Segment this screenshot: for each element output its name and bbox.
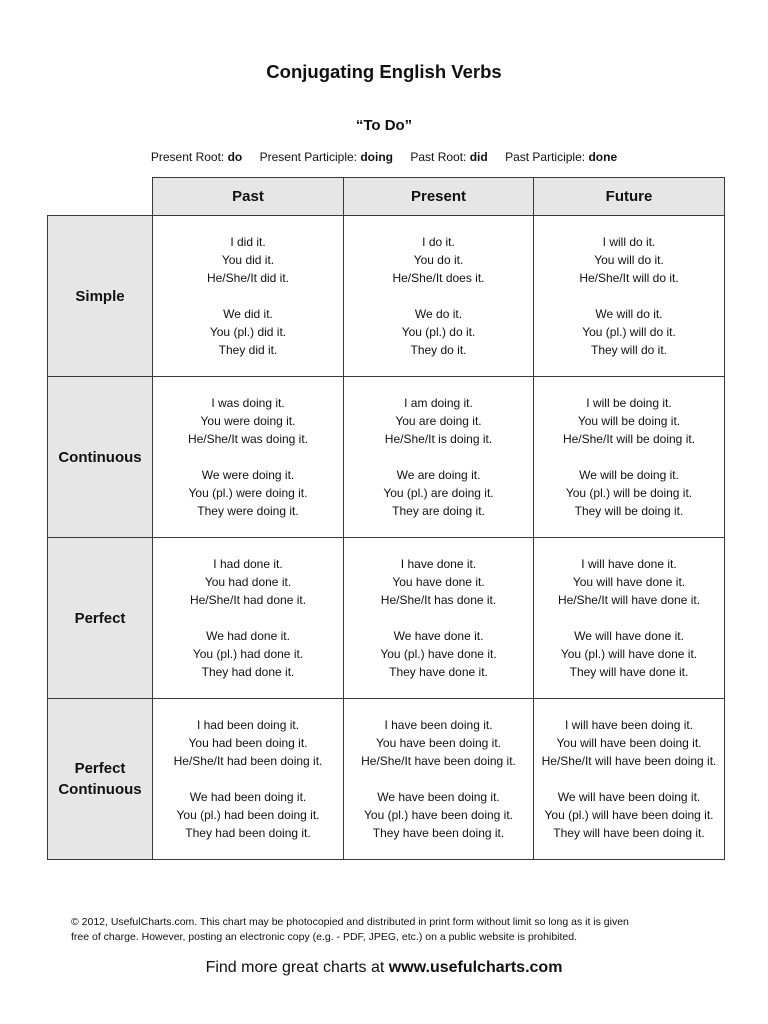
conjugation-line: I am doing it. xyxy=(404,396,473,410)
cta-text: Find more great charts at xyxy=(205,959,389,976)
conjugation-line: You had been doing it. xyxy=(188,736,308,750)
conjugation-line: He/She/It was doing it. xyxy=(187,432,309,446)
row-header-perfect: Perfect xyxy=(48,538,153,699)
conjugation-line: We had done it. xyxy=(206,629,290,643)
conjugation-line: He/She/It does it. xyxy=(392,271,485,285)
cell-past xyxy=(153,377,344,538)
root-label: Past Root: xyxy=(410,150,467,164)
conjugation-block xyxy=(534,716,724,842)
conjugation-line: We have been doing it. xyxy=(377,790,500,804)
website-link[interactable]: www.usefulcharts.com xyxy=(388,959,563,976)
conjugation-block xyxy=(344,716,533,842)
line-gap xyxy=(534,287,724,305)
conjugation-line: You do it. xyxy=(413,253,464,267)
conjugation-line: They did it. xyxy=(218,343,278,357)
cell-present xyxy=(344,699,534,860)
conjugation-line: We will have been doing it. xyxy=(557,790,701,804)
root-present xyxy=(151,150,242,164)
conjugation-line: He/She/It will be doing it. xyxy=(562,432,696,446)
column-header-future: Future xyxy=(534,178,725,216)
line-gap xyxy=(534,448,724,466)
conjugation-line: We are doing it. xyxy=(396,468,481,482)
cell-future xyxy=(534,538,725,699)
root-label: Present Participle: xyxy=(259,150,357,164)
root-past xyxy=(410,150,487,164)
cell-present xyxy=(344,377,534,538)
conjugation-line: I will have done it. xyxy=(581,557,677,571)
verb-roots-line xyxy=(0,150,768,164)
cell-past xyxy=(153,699,344,860)
conjugation-line: He/She/It did it. xyxy=(206,271,290,285)
line-gap xyxy=(153,770,343,788)
cell-past xyxy=(153,538,344,699)
cell-present xyxy=(344,538,534,699)
root-value: did xyxy=(469,150,488,164)
conjugation-line: They will do it. xyxy=(590,343,668,357)
line-gap xyxy=(344,448,533,466)
conjugation-line: We will have done it. xyxy=(574,629,684,643)
table-row xyxy=(48,699,725,860)
conjugation-line: You (pl.) will have been doing it. xyxy=(544,808,714,822)
conjugation-line: They had done it. xyxy=(201,665,295,679)
conjugation-line: He/She/It had done it. xyxy=(189,593,307,607)
conjugation-line: You are doing it. xyxy=(395,414,482,428)
conjugation-line: We had been doing it. xyxy=(189,790,307,804)
row-header-perfect-continuous xyxy=(48,699,153,860)
cell-future xyxy=(534,216,725,377)
root-value: done xyxy=(588,150,618,164)
line-gap xyxy=(153,609,343,627)
root-value: do xyxy=(227,150,243,164)
conjugation-line: They have done it. xyxy=(389,665,488,679)
conjugation-line: You (pl.) were doing it. xyxy=(188,486,308,500)
conjugation-line: I will be doing it. xyxy=(586,396,672,410)
conjugation-block xyxy=(534,394,724,520)
conjugation-line: You (pl.) have done it. xyxy=(380,647,497,661)
row-header-simple: Simple xyxy=(48,216,153,377)
conjugation-line: They will have been doing it. xyxy=(553,826,705,840)
conjugation-line: You have done it. xyxy=(392,575,485,589)
conjugation-line: We will do it. xyxy=(595,307,663,321)
conjugation-block xyxy=(344,233,533,359)
conjugation-line: I do it. xyxy=(422,235,455,249)
conjugation-table xyxy=(47,177,725,860)
conjugation-line: He/She/It is doing it. xyxy=(384,432,493,446)
conjugation-line: We were doing it. xyxy=(201,468,295,482)
conjugation-line: He/She/It has done it. xyxy=(380,593,497,607)
cell-present xyxy=(344,216,534,377)
conjugation-line: You (pl.) had been doing it. xyxy=(176,808,320,822)
conjugation-line: You (pl.) do it. xyxy=(401,325,476,339)
root-label: Present Root: xyxy=(150,150,225,164)
conjugation-line: You (pl.) are doing it. xyxy=(383,486,494,500)
conjugation-block xyxy=(153,555,343,681)
row-header-line: Continuous xyxy=(58,781,142,798)
conjugation-line: They will be doing it. xyxy=(574,504,684,518)
conjugation-block xyxy=(153,394,343,520)
column-header-past: Past xyxy=(153,178,344,216)
conjugation-line: You did it. xyxy=(221,253,275,267)
line-gap xyxy=(534,770,724,788)
conjugation-line: You had done it. xyxy=(204,575,292,589)
conjugation-block xyxy=(344,555,533,681)
conjugation-line: He/She/It will have been doing it. xyxy=(541,754,717,768)
conjugation-line: You (pl.) will be doing it. xyxy=(565,486,693,500)
conjugation-block xyxy=(153,233,343,359)
conjugation-line: We did it. xyxy=(223,307,273,321)
conjugation-line: We do it. xyxy=(414,307,463,321)
copyright-line: free of charge. However, posting an electronic copy (e.g. - PDF, JPEG, etc.) on a public website is prohibited. xyxy=(71,931,577,943)
line-gap xyxy=(153,448,343,466)
conjugation-block xyxy=(344,394,533,520)
conjugation-block xyxy=(534,555,724,681)
cell-future xyxy=(534,699,725,860)
conjugation-line: You will have been doing it. xyxy=(556,736,702,750)
conjugation-line: They had been doing it. xyxy=(185,826,311,840)
conjugation-line: They were doing it. xyxy=(197,504,299,518)
conjugation-line: You (pl.) will have done it. xyxy=(560,647,698,661)
conjugation-line: I was doing it. xyxy=(211,396,285,410)
row-header-line: Perfect xyxy=(74,760,126,777)
line-gap xyxy=(534,609,724,627)
conjugation-line: I have been doing it. xyxy=(384,718,493,732)
conjugation-line: I had been doing it. xyxy=(196,718,300,732)
conjugation-line: You will do it. xyxy=(594,253,664,267)
conjugation-line: They do it. xyxy=(410,343,467,357)
conjugation-line: I will have been doing it. xyxy=(564,718,694,732)
table-row xyxy=(48,216,725,377)
conjugation-line: He/She/It have been doing it. xyxy=(361,754,516,768)
conjugation-line: I did it. xyxy=(230,235,266,249)
conjugation-line: You have been doing it. xyxy=(376,736,501,750)
conjugation-block xyxy=(534,233,724,359)
page-title: Conjugating English Verbs xyxy=(266,61,502,82)
root-present-participle xyxy=(260,150,393,164)
line-gap xyxy=(344,609,533,627)
copyright-notice xyxy=(71,915,711,945)
table-corner xyxy=(48,178,153,216)
conjugation-line: You were doing it. xyxy=(200,414,296,428)
conjugation-line: You will have done it. xyxy=(572,575,686,589)
table-header-row xyxy=(48,178,725,216)
column-header-present: Present xyxy=(344,178,534,216)
table-row xyxy=(48,538,725,699)
cell-past xyxy=(153,216,344,377)
conjugation-line: They will have done it. xyxy=(569,665,689,679)
conjugation-line: We will be doing it. xyxy=(579,468,679,482)
table-row xyxy=(48,377,725,538)
line-gap xyxy=(344,770,533,788)
conjugation-line: You (pl.) had done it. xyxy=(192,647,304,661)
row-header-continuous: Continuous xyxy=(48,377,153,538)
copyright-line: © 2012, UsefulCharts.com. This chart may be photocopied and distributed in print form without limit so long as it is given xyxy=(71,916,629,928)
conjugation-line: He/She/It will have done it. xyxy=(557,593,701,607)
conjugation-line: They are doing it. xyxy=(392,504,485,518)
conjugation-line: I had done it. xyxy=(213,557,283,571)
conjugation-line: They have been doing it. xyxy=(372,826,505,840)
conjugation-line: He/She/It had been doing it. xyxy=(173,754,323,768)
conjugation-line: I have done it. xyxy=(400,557,477,571)
conjugation-line: You will be doing it. xyxy=(577,414,681,428)
verb-subtitle: “To Do” xyxy=(355,117,413,134)
conjugation-line: You (pl.) will do it. xyxy=(582,325,676,339)
conjugation-line: You (pl.) did it. xyxy=(209,325,287,339)
conjugation-line: I will do it. xyxy=(602,235,656,249)
line-gap xyxy=(153,287,343,305)
conjugation-line: You (pl.) have been doing it. xyxy=(364,808,513,822)
root-past-participle xyxy=(505,150,617,164)
line-gap xyxy=(344,287,533,305)
cell-future xyxy=(534,377,725,538)
conjugation-line: We have done it. xyxy=(393,629,484,643)
conjugation-block xyxy=(153,716,343,842)
root-value: doing xyxy=(360,150,393,164)
footer-call-to-action xyxy=(0,959,768,977)
root-label: Past Participle: xyxy=(505,150,586,164)
conjugation-line: He/She/It will do it. xyxy=(579,271,679,285)
